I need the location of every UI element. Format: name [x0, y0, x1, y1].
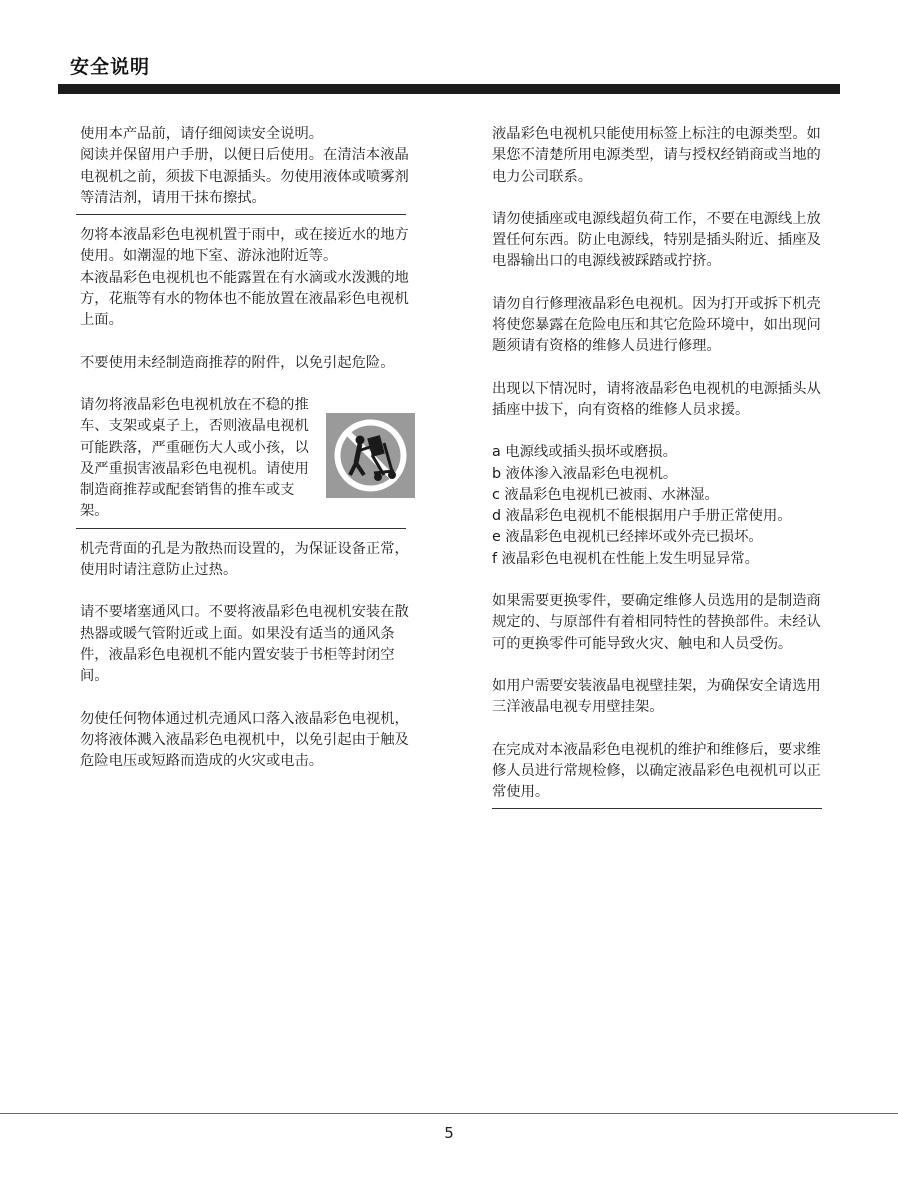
right-column: [492, 124, 824, 819]
left-column: [80, 124, 412, 772]
right-paragraph-4: 出现以下情况时，请将液晶彩色电视机的电源插头从插座中拔下，向有资格的维修人员求援。: [492, 380, 821, 418]
left-paragraph-3: 不要使用未经制造商推荐的附件，以免引起危险。: [80, 354, 395, 371]
right-paragraph-7: 在完成对本液晶彩色电视机的维护和维修后，要求维修人员进行常规检修，以确定液晶彩色电视机可以正常使用。: [492, 741, 821, 801]
left-paragraph-2: 勿将本液晶彩色电视机置于雨中，或在接近水的地方使用。如潮湿的地下室、游泳池附近等。 本液晶彩色电视机也不能露置在有水滴或水泼溅的地方，花瓶等有水的物体也不能放置在液晶彩色电视机上面。: [80, 227, 409, 329]
footer-rule: [0, 1113, 898, 1114]
cart-warning-block: [80, 395, 412, 523]
right-paragraph-1: 液晶彩色电视机只能使用标签上标注的电源类型。如果您不清楚所用电源类型，请与授权经销商或当地的电力公司联系。: [492, 126, 821, 185]
list-item: f 液晶彩色电视机在性能上发生明显异常。: [492, 550, 759, 567]
no-cart-tipping-icon: [326, 413, 415, 498]
header-rule: [58, 84, 840, 94]
right-paragraph-6: 如用户需要安装液晶电视壁挂架，为确保安全请选用三洋液晶电视专用壁挂架。: [492, 677, 821, 716]
right-paragraph-5: 如果需要更换零件，要确定维修人员选用的是制造商规定的、与原部件有着相同特性的替换部件。未经认可的更换零件可能导致火灾、触电和人员受伤。: [492, 593, 821, 652]
left-paragraph-4: 请勿将液晶彩色电视机放在不稳的推车、支架或桌子上，否则液晶电视机可能跌落，严重砸伤大人或小孩，以及严重损害液晶彩色电视机。请使用制造商推荐或配套销售的推车或支架。: [80, 396, 309, 520]
list-item: c 液晶彩色电视机已被雨、水淋湿。: [492, 486, 719, 503]
list-item: a 电源线或插头损坏或磨损。: [492, 444, 677, 461]
list-item: d 液晶彩色电视机不能根据用户手册正常使用。: [492, 508, 792, 525]
left-paragraph-5: 机壳背面的孔是为散热而设置的，为保证设备正常，使用时请注意防止过热。: [80, 540, 409, 579]
left-paragraph-1: 使用本产品前，请仔细阅读安全说明。 阅读并保留用户手册，以便日后使用。在清洁本液晶电视机之前，须拔下电源插头。勿使用液体或喷雾剂等清洁剂，请用干抹布擦拭。: [80, 126, 409, 206]
left-paragraph-7: 勿使任何物体通过机壳通风口落入液晶彩色电视机，勿将液体溅入液晶彩色电视机中，以免引起由于触及危险电压或短路而造成的火灾或电击。: [80, 710, 409, 770]
left-divider-1: [76, 214, 406, 215]
list-item: b 液体渗入液晶彩色电视机。: [492, 465, 678, 482]
page-title: 安全说明: [70, 56, 151, 78]
left-paragraph-6: 请不要堵塞通风口。不要将液晶彩色电视机安装在散热器或暖气管附近或上面。如果没有适当的通风条件，液晶彩色电视机不能内置安装于书柜等封闭空间。: [80, 604, 409, 685]
page-number: 5: [444, 1124, 454, 1142]
condition-list: [492, 442, 824, 570]
right-paragraph-2: 请勿使插座或电源线超负荷工作，不要在电源线上放置任何东西。防止电源线，特别是插头附近、插座及电器输出口的电源线被踩踏或拧挤。: [492, 210, 821, 270]
right-paragraph-3: 请勿自行修理液晶彩色电视机。因为打开或拆下机壳将使您暴露在危险电压和其它危险环境中，如出现问题须请有资格的维修人员进行修理。: [492, 295, 821, 355]
right-divider: [492, 808, 822, 809]
list-item: e 液晶彩色电视机已经摔坏或外壳已损坏。: [492, 529, 763, 546]
left-divider-2: [76, 528, 406, 529]
